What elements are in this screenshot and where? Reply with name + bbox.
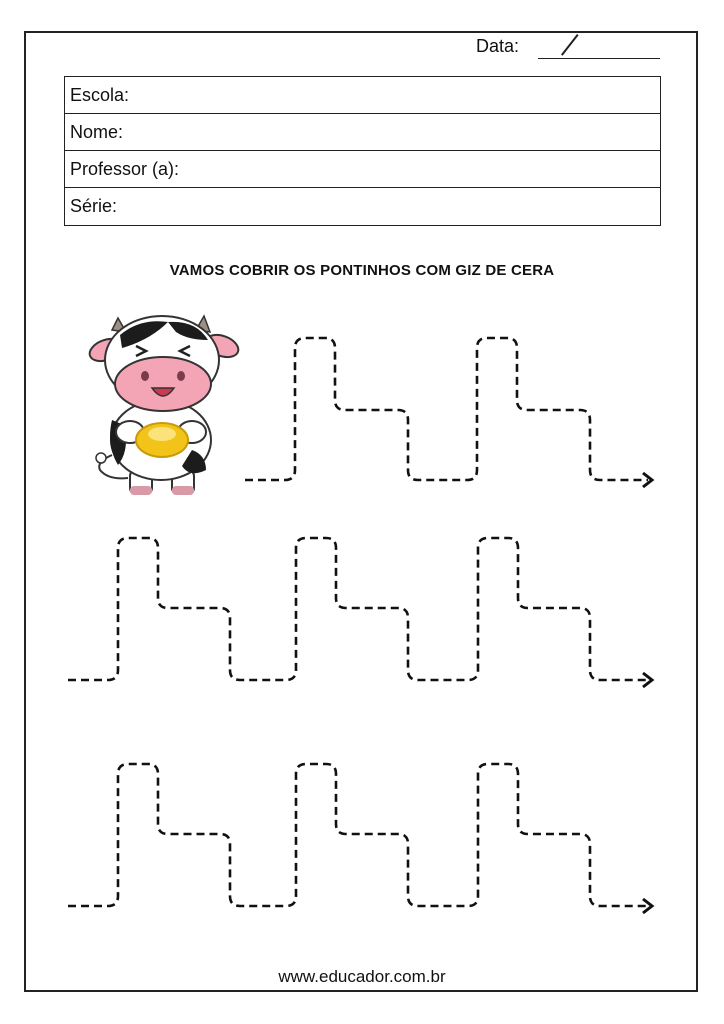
school-label: Escola: <box>70 84 130 105</box>
tracing-line-1 <box>245 338 648 480</box>
tracing-line-3 <box>68 764 648 906</box>
teacher-label: Professor (a): <box>70 158 180 179</box>
cow-icon <box>87 316 242 495</box>
grade-label: Série: <box>70 196 118 216</box>
tracing-line-2 <box>68 538 648 680</box>
date-label: Data: <box>476 36 520 56</box>
instruction-title: VAMOS COBRIR OS PONTINHOS COM GIZ DE CERA <box>169 262 555 279</box>
footer-website: www.educador.com.br <box>278 967 446 986</box>
name-label: Nome: <box>70 121 124 142</box>
